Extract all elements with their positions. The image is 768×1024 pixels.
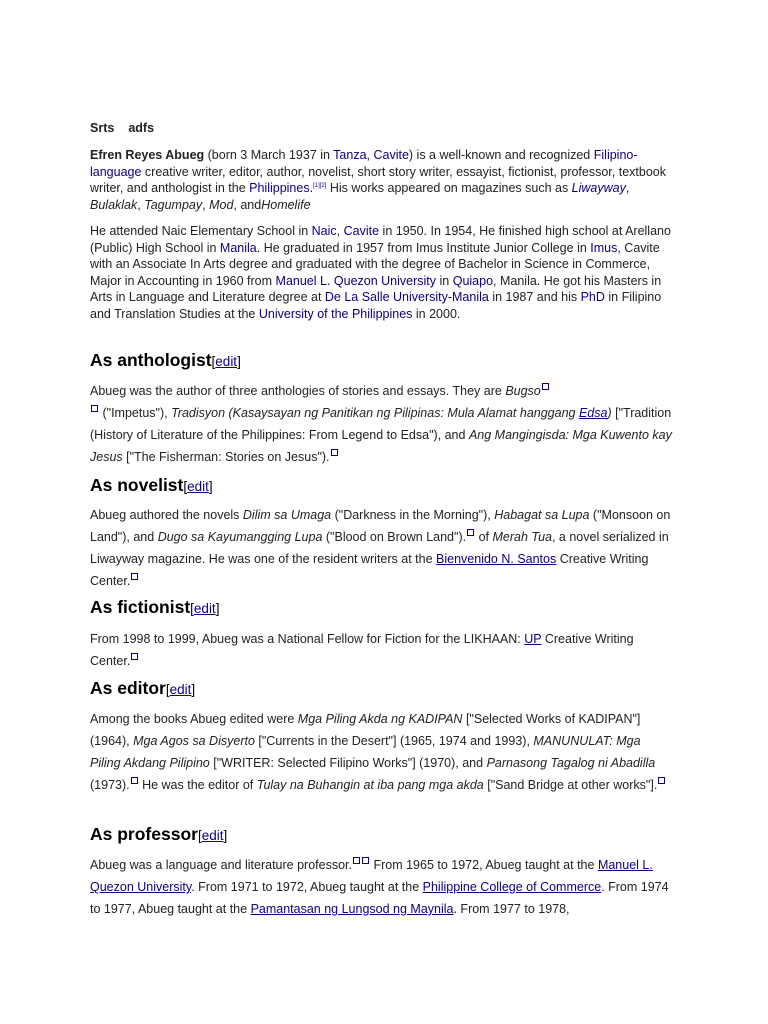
text: , [336, 224, 344, 238]
text: He was the editor of [138, 778, 257, 792]
text: ("Impetus"), [99, 406, 172, 420]
link-quiapo[interactable]: Quiapo [452, 273, 494, 288]
text: From 1998 to 1999, Abueg was a National Fellow for Fiction for the LIKHAAN: [90, 632, 525, 646]
link-imus[interactable]: Imus [590, 240, 618, 255]
citation-icon[interactable] [91, 405, 98, 412]
bracket: [ [165, 682, 170, 697]
bracket: ] [191, 682, 196, 697]
link-cavite[interactable]: Cavite [373, 148, 409, 162]
bracket: [ [190, 601, 194, 616]
text: Edsa [578, 406, 608, 420]
heading-text: As editor [90, 678, 166, 698]
text: , Cavite with an Associate In Arts degree and graduated with the degree of Bachelor in Science in Commerce, Major in Accounting in 1960 from [90, 240, 660, 288]
citation-icon[interactable] [331, 449, 338, 456]
citation-icon[interactable] [131, 777, 138, 784]
citation-icon[interactable] [353, 857, 360, 864]
text: , [137, 197, 145, 212]
edit-section [183, 479, 212, 494]
text: ["Selected Works of KADIPAN"] (1964), [90, 712, 641, 748]
heading-anthologist [90, 348, 674, 374]
link-naic[interactable]: Naic [311, 224, 337, 238]
text: . He graduated in 1957 from Imus Institute Junior College in [256, 240, 591, 255]
citation-icon[interactable] [542, 383, 549, 390]
text: Tradisyon (Kasaysayan ng Panitikan ng Pilipinas: Mula Alamat hanggang [171, 406, 579, 420]
link-manila[interactable]: Manila [219, 240, 257, 255]
heading-text: As professor [90, 824, 198, 844]
text: in 1987 and his [488, 290, 581, 305]
text: . From 1974 to 1977, Abueg taught at the [90, 880, 669, 916]
bracket: [ [197, 828, 202, 843]
text: of [475, 530, 493, 544]
link-liwayway[interactable] [572, 181, 626, 195]
link-bienvenido-santos[interactable]: Bienvenido N. Santos [436, 552, 557, 566]
text: ["Sand Bridge at other works"]. [483, 778, 658, 792]
text: . From 1971 to 1972, Abueg taught at the [191, 880, 423, 894]
edit-link-anthologist[interactable]: edit [215, 354, 238, 369]
text: ("Blood on Brown Land"). [322, 530, 467, 544]
text: Tagumpay [144, 197, 203, 212]
text: Dilim sa Umaga [242, 508, 332, 522]
bracket: [ [183, 479, 188, 494]
text: Parnasong Tagalog ni Abadilla [486, 756, 656, 770]
text: creative writer, editor, author, novelist, short story writer, essayist, fictionist, professor, textbook writer, and anthologist in the [90, 164, 666, 196]
top-word-2: adfs [128, 121, 155, 135]
text: Mod [209, 197, 234, 212]
citation-1-2[interactable]: [1][2] [313, 183, 327, 190]
text: , Manila. He got his Masters in Arts in Language and Literature degree at [90, 273, 662, 305]
text: He attended Naic Elementary School in [90, 224, 312, 238]
text: Creative Writing Center. [90, 552, 649, 588]
text: Merah Tua [492, 530, 552, 544]
text: Creative Writing Center. [90, 632, 634, 668]
text: , [625, 181, 630, 196]
heading-text: As anthologist [90, 350, 212, 370]
text: Abueg was a language and literature professor. [90, 858, 352, 872]
citation-icon[interactable] [362, 857, 369, 864]
text: Liwayway [571, 181, 626, 196]
heading-fictionist [90, 595, 674, 621]
text: in 2000. [412, 306, 461, 321]
edit-link-professor[interactable]: edit [201, 828, 224, 843]
text: , and [233, 197, 262, 212]
text: ["Tradition (History of Literature of the Philippines: From Legend to Edsa"), and [90, 406, 672, 442]
text: Among the books Abueg edited were [90, 712, 298, 726]
heading-professor [90, 822, 674, 848]
link-up[interactable]: UP [524, 632, 542, 646]
citation-icon[interactable] [658, 777, 665, 784]
text: Bulaklak [90, 197, 138, 212]
link-up[interactable]: University of the Philippines [258, 306, 413, 321]
heading-text: As fictionist [90, 597, 191, 617]
edit-link-fictionist[interactable]: edit [193, 601, 216, 616]
edit-section [212, 354, 241, 369]
link-philippines[interactable]: Philippines. [249, 181, 314, 196]
link-dlsu[interactable]: De La Salle University-Manila [324, 290, 489, 305]
novelist-paragraph [90, 504, 674, 592]
edit-section [166, 682, 195, 697]
fictionist-paragraph [90, 628, 674, 672]
bracket: ] [215, 601, 220, 616]
text: . From 1977 to 1978, [453, 902, 570, 916]
text: Ang Mangingisda: Mga Kuwento kay Jesus [90, 428, 672, 464]
text: Abueg authored the novels [90, 508, 243, 522]
bracket: ] [237, 354, 241, 369]
text: Habagat sa Lupa [494, 508, 590, 522]
heading-novelist [90, 473, 674, 499]
text: (born 3 March 1937 in [204, 148, 334, 162]
bracket: ] [223, 828, 228, 843]
link-filipino-language[interactable]: Filipino-language [90, 148, 638, 179]
subject-name: Efren Reyes Abueg [90, 148, 205, 162]
text: Mga Agos sa Disyerto [133, 734, 255, 748]
link-tanza[interactable]: Tanza [333, 148, 367, 162]
anthologist-paragraph [90, 380, 674, 468]
text: in 1950. In 1954, He finished high school at Arellano (Public) High School in [90, 224, 671, 255]
edit-link-editor[interactable]: edit [169, 682, 192, 697]
bracket: ] [208, 479, 213, 494]
link-plm[interactable]: Pamantasan ng Lungsod ng Maynila [250, 902, 454, 916]
text: , [202, 197, 210, 212]
text: Homelife [261, 197, 311, 212]
top-word-1: Srts [90, 121, 115, 135]
text: From 1965 to 1972, Abueg taught at the [369, 858, 598, 872]
link-mlqu[interactable]: Manuel L. Quezon University [90, 858, 653, 894]
edit-link-novelist[interactable]: edit [187, 479, 209, 494]
link-edsa[interactable] [579, 406, 608, 420]
text: Dugo sa Kayumangging Lupa [157, 530, 323, 544]
text: ) [607, 406, 612, 420]
bracket: [ [211, 354, 216, 369]
text: ["Currents in the Desert"] (1965, 1974 and 1993), [254, 734, 534, 748]
top-title [90, 121, 674, 135]
professor-paragraph [90, 854, 674, 920]
text: (1973). [90, 778, 130, 792]
citation-icon[interactable] [131, 653, 138, 660]
citation-icon[interactable] [131, 573, 138, 580]
text: Bugso [505, 384, 541, 398]
text: His works appeared on magazines such as [326, 181, 572, 196]
link-mlqu[interactable]: Manuel L. Quezon University [275, 273, 437, 288]
text: in [436, 273, 453, 288]
text: , [366, 148, 374, 162]
text: Abueg was the author of three anthologies of stories and essays. They are [90, 384, 506, 398]
text: in Filipino and Translation Studies at the [90, 290, 662, 321]
text: ("Darkness in the Morning"), [331, 508, 495, 522]
text: Tulay na Buhangin at iba pang mga akda [256, 778, 484, 792]
heading-editor [90, 676, 674, 702]
heading-text: As novelist [90, 475, 184, 495]
edit-section [190, 601, 219, 616]
text: ) is a well-known and recognized [408, 148, 594, 162]
education-paragraph [90, 223, 674, 323]
text: ["WRITER: Selected Filipino Works"] (1970), and [209, 756, 487, 770]
edit-section [198, 828, 227, 843]
text: MANUNULAT: Mga Piling Akdang Pilipino [90, 734, 641, 770]
text: ["The Fisherman: Stories on Jesus"). [122, 450, 330, 464]
link-pcc[interactable]: Philippine College of Commerce [422, 880, 602, 894]
text: Mga Piling Akda ng KADIPAN [297, 712, 463, 726]
link-phd[interactable]: PhD [580, 290, 605, 305]
editor-paragraph [90, 708, 674, 796]
text: , a novel serialized in Liwayway magazine. He was one of the resident writers at the [90, 530, 669, 566]
link-cavite[interactable]: Cavite [343, 224, 380, 238]
intro-paragraph [90, 147, 674, 213]
text: ("Monsoon on Land"), and [90, 508, 671, 544]
citation-icon[interactable] [467, 529, 474, 536]
